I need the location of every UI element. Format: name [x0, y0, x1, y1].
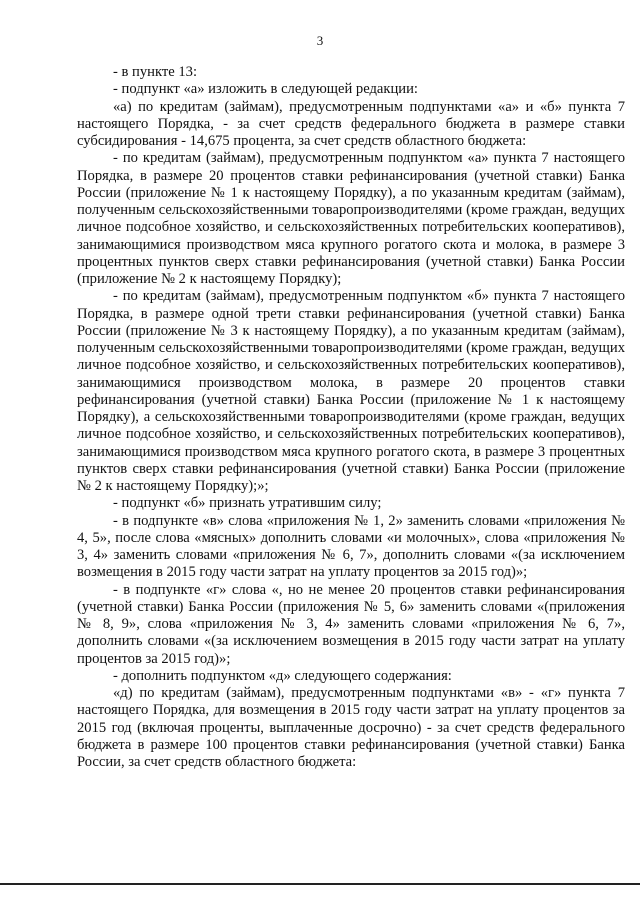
paragraph: - дополнить подпунктом «д» следующего содержания: [113, 667, 452, 684]
paragraph: - подпункт «б» признать утратившим силу; [113, 495, 382, 512]
paragraph: «а) по кредитам (займам), предусмотренным подпунктами «а» и «б» пункта 7 настоящего Порядка, - за счет средств федерального бюджета в размере ставки субсидирования - 14,675 процента, за счет средств областного бюджета: [77, 98, 625, 149]
paragraph: - по кредитам (займам), предусмотренным подпунктом «б» пункта 7 настоящего Порядка, в размере одной трети ставки рефинансирования (учетной ставки) Банка России (приложение № 3 к настоящему Порядку), а по указанным кредитам (займам), полученным сельскохозяйственными товаропроизводителями (кроме граждан, ведущих личное подсобное хозяйство, и сельскохозяйственных потребительских кооперативов), занимающимися производством молока, в размере 20 процентов ставки рефинансирования (учетной ставки) Банка России (приложение № 1 к настоящему Порядку), а сельскохозяйственными товаропроизводителями (кроме граждан, ведущих личное подсобное хозяйство, и сельскохозяйственных потребительских кооперативов), занимающимися производством мяса крупного рогатого скота, в размере 3 процентных пунктов сверх ставки рефинансирования (учетной ставки) Банка России (приложение № 2 к настоящему Порядку);»; [77, 288, 625, 494]
paragraph: «д) по кредитам (займам), предусмотренным подпунктами «в» - «г» пункта 7 настоящего Порядка, для возмещения в 2015 году части затрат на уплату процентов за 2015 год (включая проценты, выплаченные досрочно) - за счет средств федерального бюджета в размере 100 процентов ставки рефинансирования (учетной ставки) Банка России, за счет средств областного бюджета: [77, 685, 625, 770]
paragraph: - в подпункте «в» слова «приложения № 1, 2» заменить словами «приложения № 4, 5», после слова «мясных» дополнить словами «и молочных», слова «приложения № 3, 4» заменить словами «приложения № 6, 7», дополнить словами «(за исключением возмещения в 2015 году части затрат на уплату процентов за 2015 год)»; [77, 512, 625, 581]
bottom-rule [0, 883, 640, 885]
paragraph: - подпункт «а» изложить в следующей редакции: [113, 81, 418, 98]
paragraph: - по кредитам (займам), предусмотренным подпунктом «а» пункта 7 настоящего Порядка, в размере 20 процентов ставки рефинансирования (учетной ставки) Банка России (приложение № 1 к настоящему Порядку), а по указанным кредитам (займам), полученным сельскохозяйственными товаропроизводителями (кроме граждан, ведущих личное подсобное хозяйство, и сельскохозяйственных потребительских кооперативов), занимающимися производством мяса крупного рогатого скота и молока, в размере 3 процентных пунктов сверх ставки рефинансирования (учетной ставки) Банка России (приложение № 2 к настоящему Порядку); [77, 150, 625, 287]
paragraph: - в пункте 13: [113, 64, 198, 80]
paragraph: - в подпункте «г» слова «, но не менее 20 процентов ставки рефинансирования (учетной ставки) Банка России (приложения № 5, 6» заменить словами «(приложения № 8, 9», слова «приложения № 3, 4» заменить словами «приложения № 6, 7», дополнить словами «(за исключением возмещения в 2015 году части затрат на уплату процентов за 2015 год)»; [77, 581, 625, 667]
page-number: 3 [316, 33, 324, 48]
document-body [77, 64, 625, 771]
